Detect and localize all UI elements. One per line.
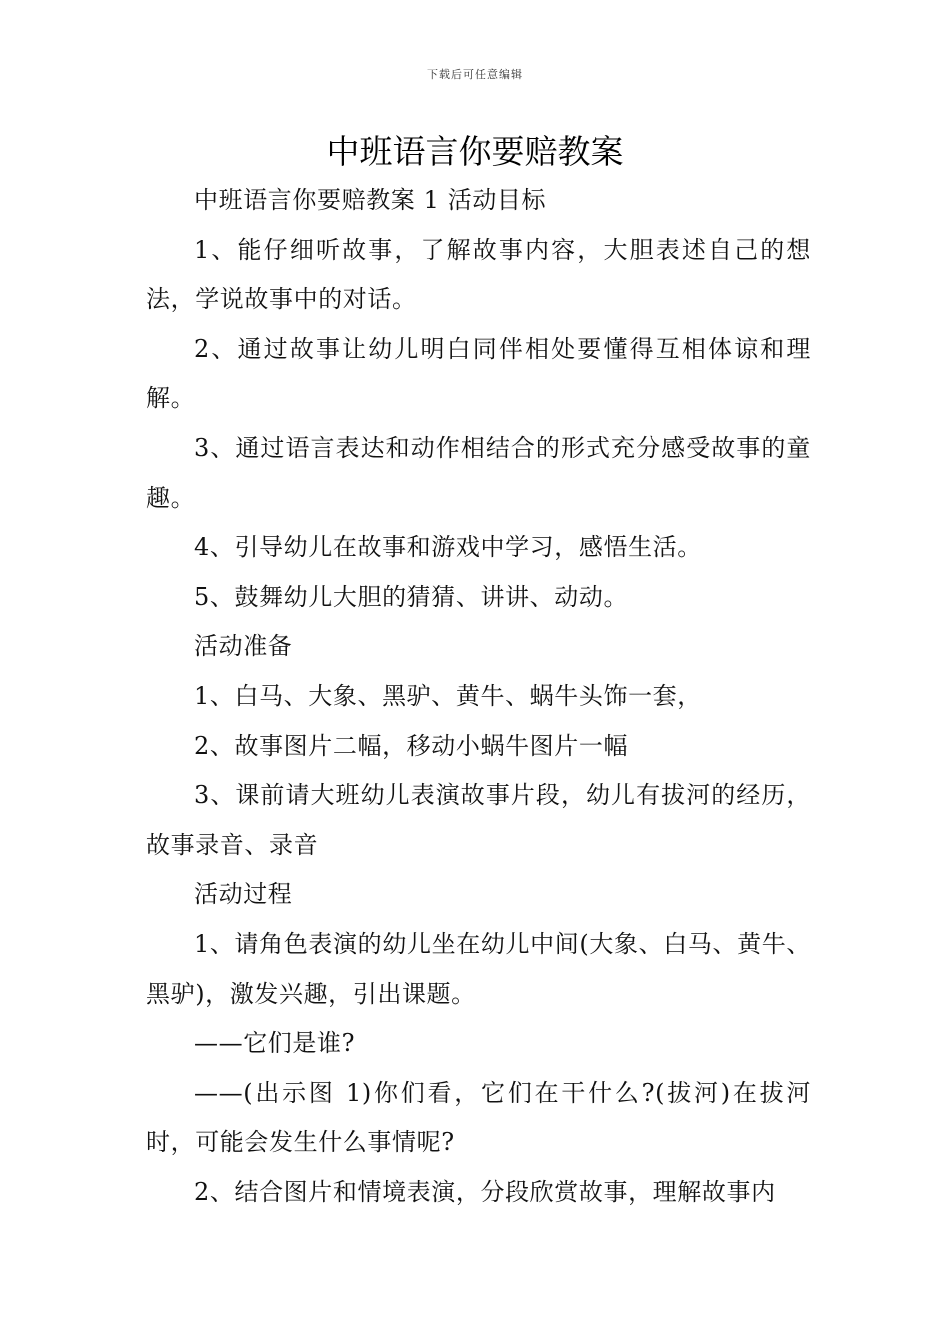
paragraph-preparation-2: 2、故事图片二幅，移动小蜗牛图片一幅: [194, 731, 629, 760]
paragraph-dialogue-1: ——它们是谁?: [194, 1029, 356, 1058]
paragraph-objective-4: 4、引导幼儿在故事和游戏中学习，感悟生活。: [194, 533, 702, 562]
paragraph-process-1: 1、请角色表演的幼儿坐在幼儿中间(大象、白马、黄牛、黑驴)，激发兴趣，引出课题。: [146, 929, 811, 1008]
paragraph-process-2: 2、结合图片和情境表演，分段欣赏故事，理解故事内: [194, 1177, 776, 1206]
paragraph-objective-3: 3、通过语言表达和动作相结合的形式充分感受故事的童趣。: [146, 433, 811, 512]
document-body: [146, 176, 811, 1217]
paragraph-dialogue-2: ——(出示图 1)你们看，它们在干什么?(拔河)在拔河时，可能会发生什么事情呢?: [146, 1078, 811, 1157]
document-title: 中班语言你要赔教案: [326, 132, 624, 171]
paragraph-objective-2: 2、通过故事让幼儿明白同伴相处要懂得互相体谅和理解。: [146, 334, 811, 413]
paragraph-process-heading: 活动过程: [194, 880, 293, 909]
paragraph-objective-1: 1、能仔细听故事，了解故事内容，大胆表述自己的想法，学说故事中的对话。: [146, 235, 811, 314]
header-note: 下载后可任意编辑: [427, 68, 523, 81]
paragraph-preparation-1: 1、白马、大象、黑驴、黄牛、蜗牛头饰一套，: [194, 681, 702, 710]
paragraph-objective-5: 5、鼓舞幼儿大胆的猜猜、讲讲、动动。: [194, 582, 629, 611]
paragraph-objectives-heading: 中班语言你要赔教案 1 活动目标: [194, 186, 547, 214]
paragraph-preparation-3: 3、课前请大班幼儿表演故事片段，幼儿有拔河的经历，故事录音、录音: [146, 781, 811, 859]
paragraph-preparation-heading: 活动准备: [194, 632, 293, 661]
